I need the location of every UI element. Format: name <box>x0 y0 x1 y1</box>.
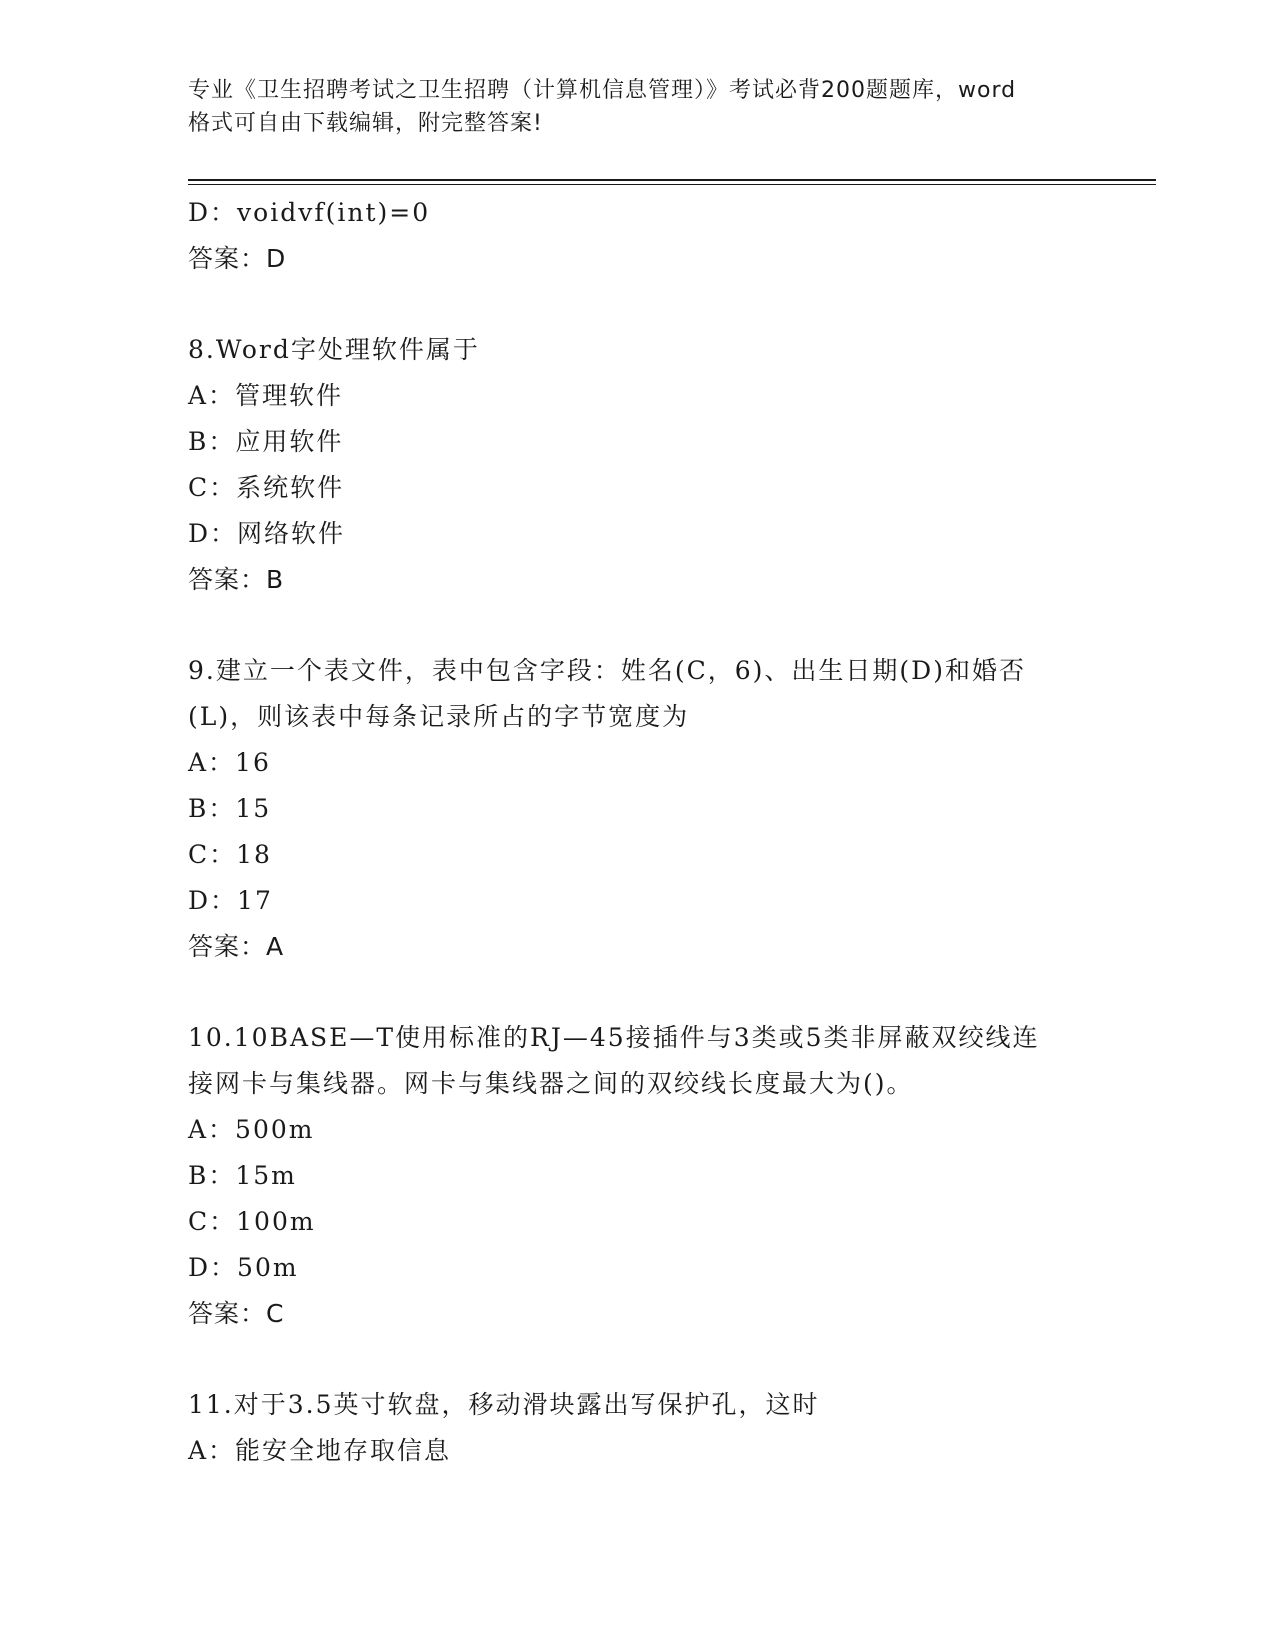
option-c: C：系统软件 <box>188 473 345 502</box>
header-rule-thick <box>188 179 1156 181</box>
option-d: D：50m <box>188 1253 299 1282</box>
option-d: D：voidvf(int)=0 <box>188 198 431 227</box>
question-text: 11.对于3.5英寸软盘，移动滑块露出写保护孔，这时 <box>188 1390 820 1419</box>
option-c: C：18 <box>188 840 272 869</box>
option-a: A：500m <box>188 1115 315 1144</box>
option-b: B：应用软件 <box>188 427 344 456</box>
header-line-1: 专业《卫生招聘考试之卫生招聘（计算机信息管理）》考试必背200题题库，word <box>188 78 1017 103</box>
question-11 <box>188 1382 1088 1474</box>
question-text-line-1: 9.建立一个表文件，表中包含字段：姓名(C，6)、出生日期(D)和婚否 <box>188 656 1026 685</box>
option-c: C：100m <box>188 1207 316 1236</box>
question-text-line-1: 10.10BASE—T使用标准的RJ—45接插件与3类或5类非屏蔽双绞线连 <box>188 1023 1040 1052</box>
header-rule-thin <box>188 184 1156 185</box>
answer-line: 答案：B <box>188 565 285 594</box>
question-9 <box>188 648 1088 970</box>
question-text-line-2: (L)，则该表中每条记录所占的字节宽度为 <box>188 702 690 731</box>
answer-line: 答案：A <box>188 932 285 961</box>
question-text: 8.Word字处理软件属于 <box>188 335 480 364</box>
document-header <box>188 74 1088 140</box>
answer-line: 答案：D <box>188 244 287 273</box>
header-line-2: 格式可自由下载编辑，附完整答案! <box>188 111 543 136</box>
question-text-line-2: 接网卡与集线器。网卡与集线器之间的双绞线长度最大为()。 <box>188 1069 914 1098</box>
option-a: A：能安全地存取信息 <box>188 1436 452 1465</box>
question-8 <box>188 327 1088 603</box>
answer-line: 答案：C <box>188 1299 285 1328</box>
option-d: D：网络软件 <box>188 519 346 548</box>
option-b: B：15 <box>188 794 272 823</box>
option-a: A：16 <box>188 748 271 777</box>
option-a: A：管理软件 <box>188 381 344 410</box>
option-d: D：17 <box>188 886 273 915</box>
previous-question-tail <box>188 190 1088 282</box>
question-10 <box>188 1015 1088 1337</box>
option-b: B：15m <box>188 1161 297 1190</box>
question-list <box>188 190 1088 1474</box>
